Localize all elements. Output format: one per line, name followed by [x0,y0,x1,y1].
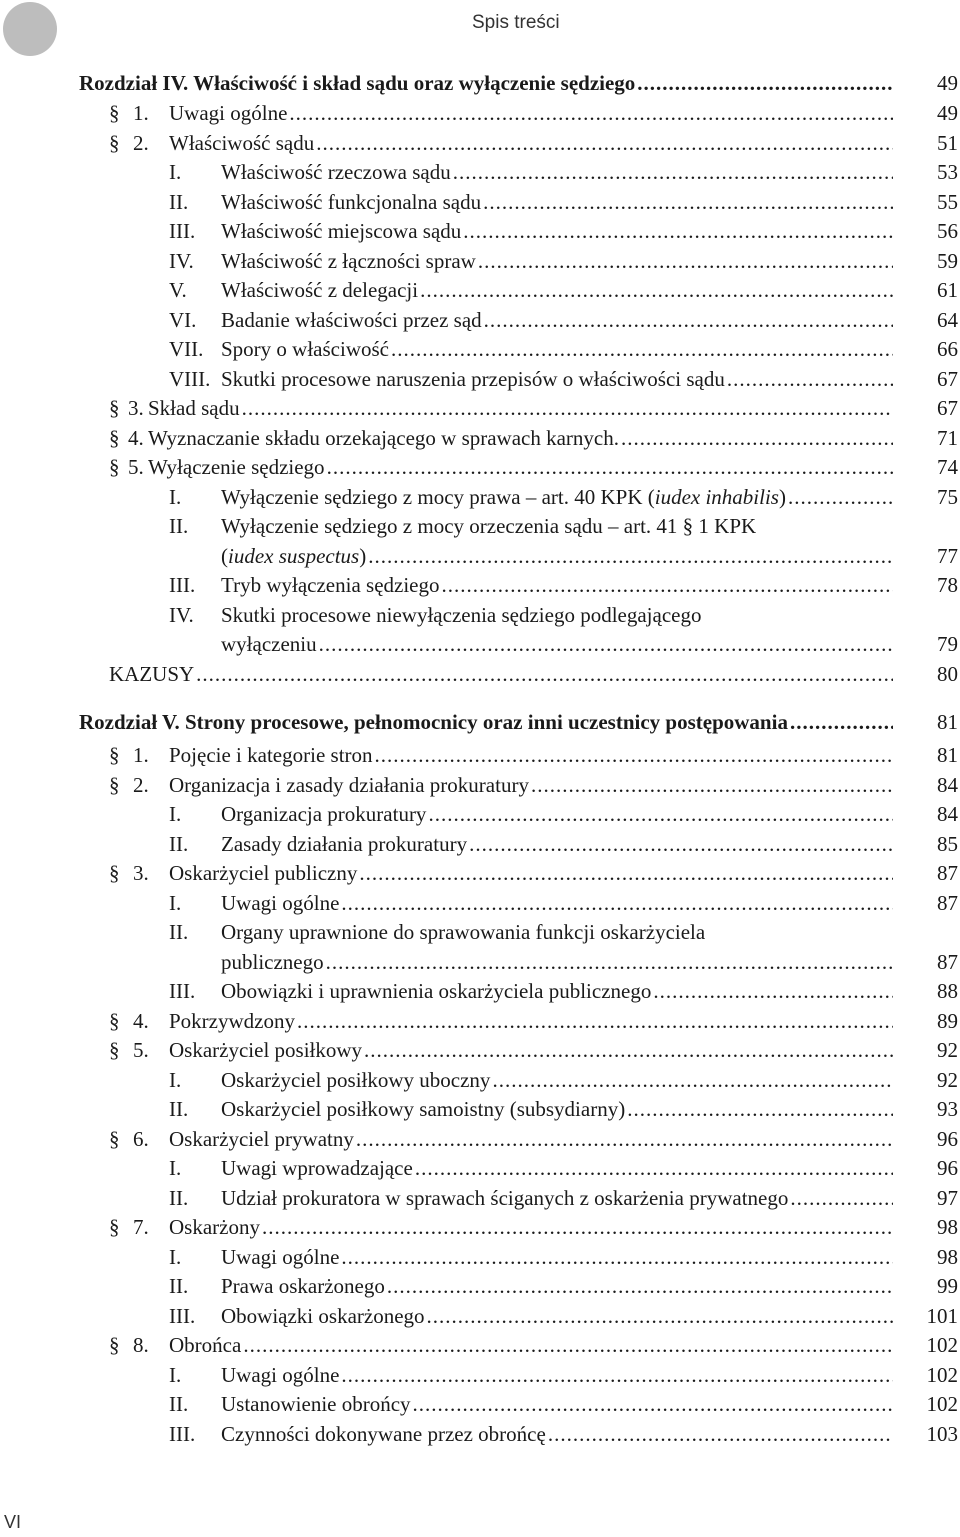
toc-entry[interactable] [0,423,960,453]
entry-title: Właściwość z łączności spraw ..... [221,246,893,276]
section-sign: § [109,1127,120,1151]
section-sign: § [109,131,120,155]
toc-entry[interactable] [0,511,960,541]
dot-leader [627,1094,893,1124]
entry-number: 1. [133,743,149,767]
entry-title: Obowiązki i uprawnienia oskarżyciela publicznego ..... [221,976,893,1006]
section-sign: § [109,1215,120,1239]
running-header: Spis treści [472,12,560,33]
entry-title: Oskarżyciel prywatny ..... [169,1124,893,1154]
toc-entry[interactable] [0,947,960,977]
page-number: 102 [926,1363,958,1387]
dot-leader [341,888,893,918]
entry-title: Tryb wyłączenia sędziego ..... [221,570,893,600]
entry-number: IV. [169,249,194,273]
entry-title: Wyłączenie sędziego z mocy prawa – art. 40 KPK (iudex inhabilis) ..... [221,482,893,512]
entry-title: Uwagi ogólne ..... [221,1242,893,1272]
entry-title: Wyłączenie sędziego ..... [148,452,893,482]
entry-number: III. [169,1304,196,1328]
entry-title: Właściwość miejscowa sądu ..... [221,216,893,246]
page-number: 96 [937,1127,958,1151]
toc-entry[interactable] [0,1124,960,1154]
entry-number: I. [169,802,182,826]
section-sign: § [109,101,120,125]
toc-entry[interactable] [0,98,960,128]
toc-entry[interactable] [0,629,960,659]
toc-entry[interactable] [0,888,960,918]
dot-leader [469,829,893,859]
page-number: 87 [937,891,958,915]
toc-entry[interactable] [0,1301,960,1331]
toc-entry[interactable] [0,187,960,217]
dot-leader [316,128,893,158]
dot-leader [790,1183,893,1213]
toc-entry[interactable] [0,1065,960,1095]
entry-title: Oskarżyciel posiłkowy ..... [169,1035,893,1065]
entry-title: Oskarżony ..... [169,1212,893,1242]
entry-title: Właściwość funkcjonalna sądu ..... [221,187,893,217]
toc-entry[interactable] [0,305,960,335]
toc-entry[interactable] [0,1035,960,1065]
toc-entry[interactable] [0,707,960,737]
dot-leader [327,452,893,482]
entry-title: Właściwość sądu ..... [169,128,893,158]
page-number: 96 [937,1156,958,1180]
dot-leader [387,1271,893,1301]
entry-number: II. [169,1274,189,1298]
toc-entry[interactable] [0,770,960,800]
dot-leader [262,1212,893,1242]
entry-number: II. [169,1186,189,1210]
page-number: 49 [937,101,958,125]
section-sign: § [109,1038,120,1062]
dot-leader [463,216,893,246]
toc-entry[interactable] [0,829,960,859]
entry-number: I. [169,1363,182,1387]
entry-number: I. [169,891,182,915]
entry-number: I. [169,160,182,184]
entry-title: Prawa oskarżonego ..... [221,1271,893,1301]
entry-number: 3. [133,861,149,885]
entry-number: V. [169,278,187,302]
page-number: 87 [937,950,958,974]
toc-entry[interactable] [0,570,960,600]
entry-title: Badanie właściwości przez sąd ..... [221,305,893,335]
entry-number: II. [169,832,189,856]
section-sign: § [109,773,120,797]
dot-leader [289,98,893,128]
page-number: 102 [926,1392,958,1416]
section-sign: § [109,743,120,767]
page-number: 59 [937,249,958,273]
entry-title: Uwagi wprowadzające ..... [221,1153,893,1183]
entry-title: KAZUSY ..... [109,659,893,689]
page-number: 103 [926,1422,958,1446]
page-number: 97 [937,1186,958,1210]
dot-leader [359,858,893,888]
toc-entry[interactable] [0,917,960,947]
toc-entry[interactable] [0,541,960,571]
page-number: 55 [937,190,958,214]
entry-number: 7. [133,1215,149,1239]
entry-number: 3. [128,396,144,420]
entry-number: VI. [169,308,197,332]
page-number: 80 [937,662,958,686]
dot-leader [492,1065,893,1095]
toc-entry[interactable] [0,1094,960,1124]
entry-title: Czynności dokonywane przez obrońcę ..... [221,1419,893,1449]
toc-entry[interactable] [0,740,960,770]
page-number: 84 [937,773,958,797]
entry-title: Uwagi ogólne ..... [169,98,893,128]
section-sign: § [109,861,120,885]
page-number: 88 [937,979,958,1003]
entry-title: Pokrzywdzony ..... [169,1006,893,1036]
toc-entry[interactable] [0,600,960,630]
entry-title: Zasady działania prokuratury ..... [221,829,893,859]
dot-leader [453,157,893,187]
toc-entry[interactable] [0,68,960,98]
entry-title: wyłączeniu ..... [221,629,893,659]
entry-title: Właściwość z delegacji ..... [221,275,893,305]
dot-leader [727,364,893,394]
entry-title: Ustanowienie obrońcy ..... [221,1389,893,1419]
dot-leader [391,334,893,364]
entry-number: 5. [133,1038,149,1062]
entry-number: III. [169,573,196,597]
dot-leader [242,393,893,423]
entry-title: Obrońca ..... [169,1330,893,1360]
page-number: 89 [937,1009,958,1033]
page-number: 67 [937,367,958,391]
entry-title: (iudex suspectus) ..... [221,541,893,571]
entry-title: Oskarżyciel posiłkowy samoistny (subsydiarny) ..... [221,1094,893,1124]
toc-entry[interactable] [0,799,960,829]
dot-leader [637,68,893,98]
entry-title: Uwagi ogólne ..... [221,1360,893,1390]
toc-entry[interactable] [0,246,960,276]
entry-number: II. [169,514,189,538]
page-number: 74 [937,455,958,479]
section-sign: § [109,455,120,479]
dot-leader [790,707,893,737]
page-number: 99 [937,1274,958,1298]
toc-entry[interactable] [0,1212,960,1242]
toc-entry[interactable] [0,364,960,394]
dot-leader [483,187,893,217]
toc-entry[interactable] [0,1183,960,1213]
page-number: 56 [937,219,958,243]
entry-title: Właściwość rzeczowa sądu ..... [221,157,893,187]
entry-number: II. [169,1392,189,1416]
entry-number: I. [169,1068,182,1092]
page-number: 66 [937,337,958,361]
toc-entry[interactable] [0,128,960,158]
dot-leader [196,659,893,689]
dot-leader [478,246,893,276]
dot-leader [368,541,893,571]
dot-leader [319,629,893,659]
entry-title: Obowiązki oskarżonego ..... [221,1301,893,1331]
dot-leader [427,1301,893,1331]
page-number: 92 [937,1038,958,1062]
entry-title: Rozdział V. Strony procesowe, pełnomocnicy oraz inni uczestnicy postępowania ..... [79,707,893,737]
toc-entry[interactable] [0,157,960,187]
dot-leader [413,1389,893,1419]
page-number: 87 [937,861,958,885]
corner-tab-marker [3,2,57,56]
page-number: 85 [937,832,958,856]
entry-title: Pojęcie i kategorie stron ..... [169,740,893,770]
entry-number: 4. [128,426,144,450]
dot-leader [788,482,893,512]
dot-leader [621,423,893,453]
page-number: 98 [937,1215,958,1239]
entry-number: VII. [169,337,204,361]
entry-number: II. [169,190,189,214]
page-number: 92 [937,1068,958,1092]
toc-entry[interactable] [0,275,960,305]
entry-title: Organizacja i zasady działania prokuratury ..... [169,770,893,800]
page-number: 102 [926,1333,958,1357]
toc-entry[interactable] [0,334,960,364]
page-folio: VI [4,1512,22,1532]
dot-leader [415,1153,893,1183]
dot-leader [420,275,893,305]
entry-number: 4. [133,1009,149,1033]
section-sign: § [109,1009,120,1033]
entry-title: Wyłączenie sędziego z mocy orzeczenia sądu – art. 41 § 1 KPK [221,514,757,538]
dot-leader [326,947,893,977]
entry-title: Uwagi ogólne ..... [221,888,893,918]
entry-number: VIII. [169,367,211,391]
entry-number: I. [169,485,182,509]
entry-number: IV. [169,603,194,627]
entry-title: Organizacja prokuratury ..... [221,799,893,829]
entry-title: Rozdział IV. Właściwość i skład sądu oraz wyłączenie sędziego ..... [79,68,893,98]
entry-number: II. [169,1097,189,1121]
section-sign: § [109,426,120,450]
toc-entry[interactable] [0,1006,960,1036]
entry-number: 6. [133,1127,149,1151]
entry-number: 2. [133,773,149,797]
entry-title: publicznego ..... [221,947,893,977]
entry-title: Oskarżyciel publiczny ..... [169,858,893,888]
page-number: 78 [937,573,958,597]
page-number: 75 [937,485,958,509]
toc-entry[interactable] [0,659,960,689]
entry-title: Skutki procesowe naruszenia przepisów o właściwości sądu ..... [221,364,893,394]
dot-leader [428,799,893,829]
dot-leader [531,770,893,800]
entry-number: 2. [133,131,149,155]
entry-number: 8. [133,1333,149,1357]
dot-leader [484,305,893,335]
dot-leader [375,740,893,770]
toc-entry[interactable] [0,1271,960,1301]
page-number: 79 [937,632,958,656]
toc-entry[interactable] [0,1330,960,1360]
page-number: 71 [937,426,958,450]
toc-entry[interactable] [0,1419,960,1449]
page-number: 101 [926,1304,958,1328]
dot-leader [341,1360,893,1390]
page-number: 61 [937,278,958,302]
page-number: 93 [937,1097,958,1121]
entry-title: Skład sądu ..... [148,393,893,423]
entry-title: Udział prokuratora w sprawach ściganych z oskarżenia prywatnego ..... [221,1183,893,1213]
entry-title: Wyznaczanie składu orzekającego w sprawach karnych. ..... [148,423,893,453]
toc-entry[interactable] [0,1389,960,1419]
page-number: 49 [937,71,958,95]
dot-leader [548,1419,893,1449]
dot-leader [653,976,893,1006]
page-number: 81 [937,710,958,734]
entry-number: III. [169,219,196,243]
entry-number: 5. [128,455,144,479]
page-number: 67 [937,396,958,420]
entry-title: Spory o właściwość ..... [221,334,893,364]
dot-leader [341,1242,893,1272]
entry-title: Organy uprawnione do sprawowania funkcji oskarżyciela [221,920,706,944]
dot-leader [364,1035,893,1065]
page-number: 64 [937,308,958,332]
section-sign: § [109,396,120,420]
entry-number: III. [169,1422,196,1446]
entry-number: 1. [133,101,149,125]
toc-entry[interactable] [0,452,960,482]
toc-entry[interactable] [0,858,960,888]
page-number: 51 [937,131,958,155]
dot-leader [442,570,894,600]
page-number: 98 [937,1245,958,1269]
toc-entry[interactable] [0,1153,960,1183]
entry-number: III. [169,979,196,1003]
entry-title: Oskarżyciel posiłkowy uboczny ..... [221,1065,893,1095]
entry-number: I. [169,1245,182,1269]
toc-entry[interactable] [0,216,960,246]
toc-entry[interactable] [0,482,960,512]
toc-entry[interactable] [0,393,960,423]
section-sign: § [109,1333,120,1357]
entry-number: II. [169,920,189,944]
toc-entry[interactable] [0,976,960,1006]
toc-entry[interactable] [0,1360,960,1390]
toc-entry[interactable] [0,1242,960,1272]
entry-number: I. [169,1156,182,1180]
page-number: 53 [937,160,958,184]
page-number: 77 [937,544,958,568]
dot-leader [243,1330,893,1360]
page-number: 84 [937,802,958,826]
dot-leader [356,1124,893,1154]
dot-leader [297,1006,893,1036]
entry-title: Skutki procesowe niewyłączenia sędziego podlegającego [221,603,702,627]
page-number: 81 [937,743,958,767]
